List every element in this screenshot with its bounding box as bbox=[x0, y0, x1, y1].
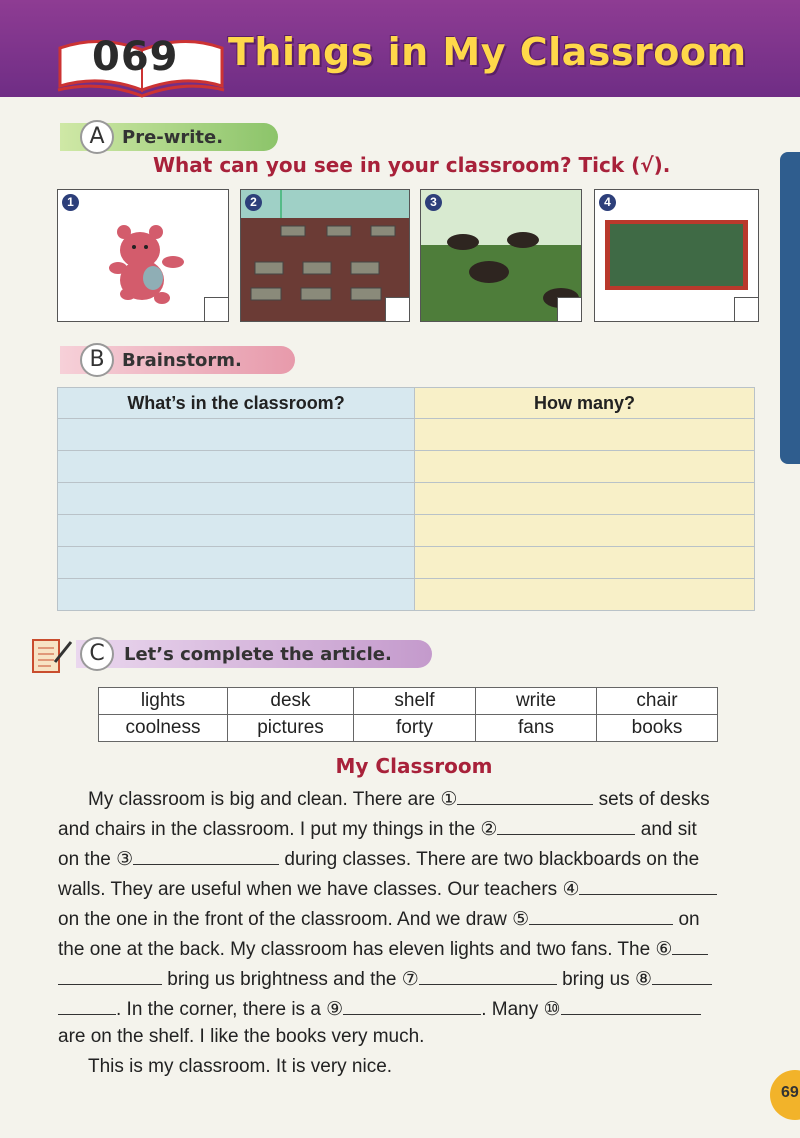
item-cell[interactable] bbox=[58, 419, 415, 451]
table-row bbox=[58, 547, 755, 579]
word-cell: lights bbox=[99, 688, 228, 715]
section-b-label: Brainstorm. bbox=[122, 350, 242, 371]
blank-8-cont[interactable] bbox=[58, 996, 116, 1015]
item-cell[interactable] bbox=[58, 515, 415, 547]
article-line-2: and chairs in the classroom. I put my things in the ② and sit bbox=[58, 816, 697, 841]
section-a-question: What can you see in your classroom? Tick (√). bbox=[153, 153, 671, 177]
table-row bbox=[58, 419, 755, 451]
word-cell: desk bbox=[228, 688, 354, 715]
table-row bbox=[58, 483, 755, 515]
table-row bbox=[58, 451, 755, 483]
picture-number: 4 bbox=[599, 194, 616, 211]
section-b-letter: B bbox=[80, 343, 114, 377]
table-row bbox=[58, 579, 755, 611]
article-line-6: the one at the back. My classroom has eleven lights and two fans. The ⑥ bbox=[58, 936, 708, 961]
column-header-count: How many? bbox=[415, 388, 755, 419]
word-cell: fans bbox=[476, 715, 597, 742]
count-cell[interactable] bbox=[415, 483, 755, 515]
picture-number: 2 bbox=[245, 194, 262, 211]
count-cell[interactable] bbox=[415, 451, 755, 483]
word-cell: coolness bbox=[99, 715, 228, 742]
picture-2-desks bbox=[240, 189, 410, 322]
section-c-letter: C bbox=[80, 637, 114, 671]
article-line-10: This is my classroom. It is very nice. bbox=[88, 1056, 393, 1077]
count-cell[interactable] bbox=[415, 579, 755, 611]
blank-1[interactable] bbox=[457, 786, 593, 805]
word-cell: forty bbox=[354, 715, 476, 742]
blank-5[interactable] bbox=[529, 906, 673, 925]
tick-box-3[interactable] bbox=[557, 297, 581, 321]
count-cell[interactable] bbox=[415, 419, 755, 451]
page-number-badge bbox=[770, 1070, 800, 1120]
teddy-bear-image bbox=[58, 190, 228, 321]
item-cell[interactable] bbox=[58, 547, 415, 579]
table-row bbox=[58, 515, 755, 547]
article-line-4: walls. They are useful when we have classes. Our teachers ④ bbox=[58, 876, 717, 901]
word-cell: chair bbox=[597, 688, 718, 715]
column-header-items: What’s in the classroom? bbox=[58, 388, 415, 419]
brainstorm-table bbox=[57, 387, 755, 611]
word-cell: pictures bbox=[228, 715, 354, 742]
page-number: 69 bbox=[781, 1084, 799, 1101]
picture-number: 1 bbox=[62, 194, 79, 211]
word-bank bbox=[98, 687, 718, 742]
section-c-label: Let’s complete the article. bbox=[124, 644, 392, 665]
count-cell[interactable] bbox=[415, 515, 755, 547]
tick-box-1[interactable] bbox=[204, 297, 228, 321]
picture-4-blackboard bbox=[594, 189, 759, 322]
lesson-number: 069 bbox=[92, 34, 179, 80]
picture-3-cows bbox=[420, 189, 582, 322]
blank-8[interactable] bbox=[652, 966, 712, 985]
blank-7[interactable] bbox=[419, 966, 557, 985]
item-cell[interactable] bbox=[58, 579, 415, 611]
item-cell[interactable] bbox=[58, 451, 415, 483]
section-a-label: Pre-write. bbox=[122, 127, 224, 148]
article-line-8: . In the corner, there is a ⑨ . Many ⑩ bbox=[58, 996, 701, 1021]
article-line-7: bring us brightness and the ⑦ bring us ⑧ bbox=[58, 966, 712, 991]
page-title: Things in My Classroom bbox=[228, 30, 747, 74]
word-cell: shelf bbox=[354, 688, 476, 715]
picture-1-teddy-bear bbox=[57, 189, 229, 322]
blank-6[interactable] bbox=[672, 936, 708, 955]
word-cell: books bbox=[597, 715, 718, 742]
picture-number: 3 bbox=[425, 194, 442, 211]
tick-box-2[interactable] bbox=[385, 297, 409, 321]
blank-3[interactable] bbox=[133, 846, 279, 865]
classroom-desks-image bbox=[241, 190, 409, 321]
article-line-5: on the one in the front of the classroom. And we draw ⑤ on bbox=[58, 906, 700, 931]
article-line-3: on the ③ during classes. There are two blackboards on the bbox=[58, 846, 699, 871]
blank-2[interactable] bbox=[497, 816, 635, 835]
side-tab bbox=[780, 152, 800, 464]
blank-4[interactable] bbox=[579, 876, 717, 895]
blank-10[interactable] bbox=[561, 996, 701, 1015]
item-cell[interactable] bbox=[58, 483, 415, 515]
article-title: My Classroom bbox=[335, 754, 493, 778]
blank-6-cont[interactable] bbox=[58, 966, 162, 985]
article-line-1: My classroom is big and clean. There are ① sets of desks bbox=[88, 786, 710, 811]
tick-box-4[interactable] bbox=[734, 297, 758, 321]
blank-9[interactable] bbox=[343, 996, 481, 1015]
word-cell: write bbox=[476, 688, 597, 715]
section-a-letter: A bbox=[80, 120, 114, 154]
article-line-9: are on the shelf. I like the books very much. bbox=[58, 1026, 425, 1047]
count-cell[interactable] bbox=[415, 547, 755, 579]
writing-pad-icon bbox=[31, 636, 73, 674]
